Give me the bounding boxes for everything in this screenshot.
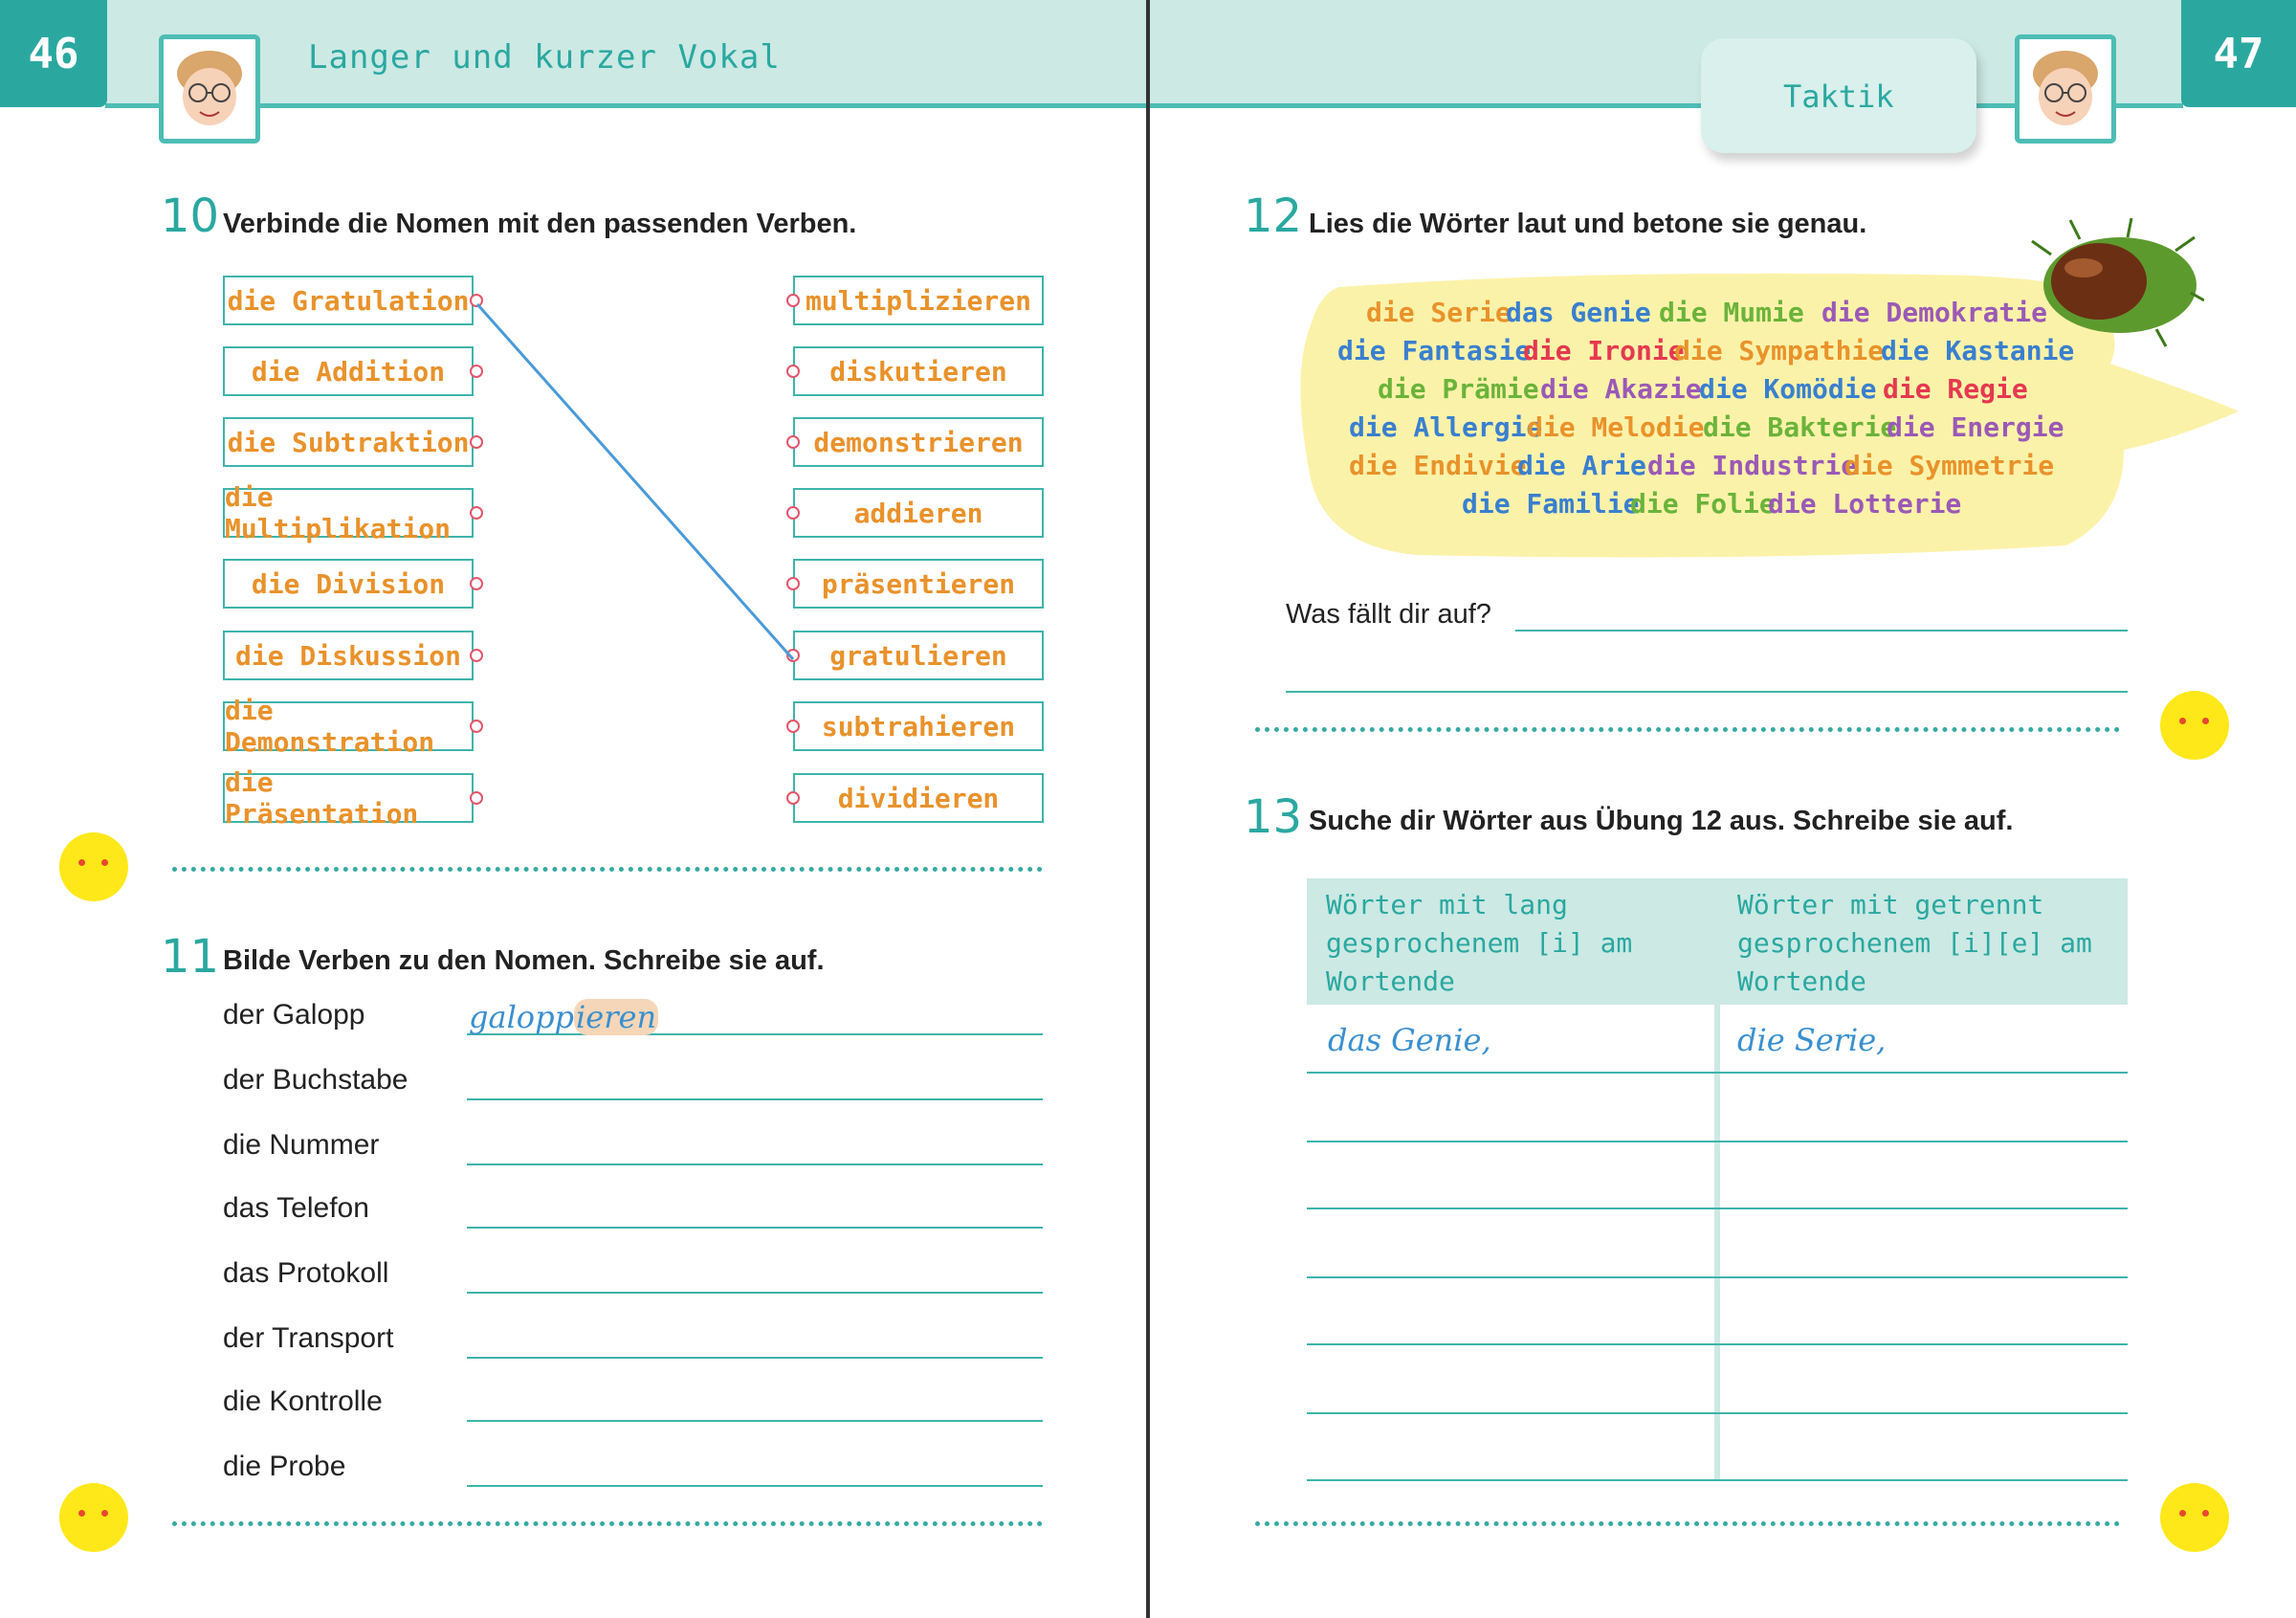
table-row-line[interactable] [1307, 1141, 2128, 1142]
header-line: Wortende [1326, 965, 1455, 997]
cloud-word: die Endivie [1349, 450, 1527, 481]
cloud-word: das Genie [1506, 297, 1651, 328]
cloud-word: die Kastanie [1881, 335, 2075, 366]
writing-line[interactable] [467, 1098, 1043, 1100]
col1-example-answer: das Genie, [1328, 1022, 1491, 1058]
smiley-icon [2160, 1483, 2229, 1552]
chapter-title: Langer und kurzer Vokal [308, 38, 781, 77]
verb-box[interactable]: präsentieren [793, 559, 1044, 609]
example-answer [469, 999, 658, 1035]
header-line: Wörter mit getrennt [1737, 889, 2044, 920]
writing-line[interactable] [467, 1485, 1043, 1487]
verb-box[interactable]: demonstrieren [793, 417, 1044, 467]
example-answer-stem: galopp [469, 999, 575, 1035]
page-number-left: 46 [0, 0, 107, 107]
noun-box[interactable]: die Demonstration [223, 701, 474, 751]
header-line: Wortende [1737, 965, 1866, 997]
cloud-word: die Industrie [1647, 450, 1858, 481]
header-line: gesprochenem [i][e] am [1737, 927, 2092, 959]
exercise-13-number: 13 [1244, 790, 1303, 844]
writing-line[interactable] [467, 1227, 1043, 1229]
noun-label: die Nummer [223, 1129, 380, 1161]
tactic-bubble [1701, 38, 1976, 153]
smiley-icon [2160, 691, 2229, 760]
writing-line[interactable] [467, 1420, 1043, 1422]
cloud-word: die Akazie [1540, 373, 1702, 405]
verb-box[interactable]: diskutieren [793, 346, 1044, 396]
answer-line-2[interactable] [1286, 691, 2128, 693]
divider-dotted-right-1 [1255, 727, 2120, 732]
noun-label: der Galopp [223, 999, 365, 1031]
table-header-col1-text [1326, 886, 1632, 1001]
page-number-right: 47 [2181, 0, 2296, 107]
table-column-divider [1714, 878, 1720, 1481]
col2-example-answer: die Serie, [1737, 1022, 1887, 1058]
noun-label: das Protokoll [223, 1257, 389, 1289]
noun-box[interactable]: die Diskussion [223, 631, 474, 680]
table-row-line[interactable] [1307, 1343, 2128, 1345]
writing-line[interactable] [467, 1164, 1043, 1165]
cloud-word: die Komödie [1699, 373, 1877, 405]
cloud-word: die Energie [1887, 411, 2064, 443]
cloud-word: die Regie [1883, 373, 2028, 405]
divider-dotted-left-1 [172, 867, 1043, 872]
tactic-label: Taktik [1783, 78, 1894, 115]
table-row-line[interactable] [1307, 1072, 2128, 1074]
divider-dotted-left-2 [172, 1521, 1043, 1526]
cloud-word: die Symmetrie [1844, 450, 2055, 481]
divider-dotted-right-2 [1255, 1521, 2120, 1526]
table-row-line[interactable] [1307, 1276, 2128, 1278]
cloud-word: die Folie [1630, 488, 1776, 520]
header-line: gesprochenem [i] am [1326, 927, 1633, 959]
noun-box[interactable]: die Subtraktion [223, 417, 474, 467]
cloud-word: die Serie [1366, 297, 1512, 328]
table-row-line[interactable] [1307, 1479, 2128, 1481]
noun-box[interactable]: die Präsentation [223, 773, 474, 823]
noun-label: der Buchstabe [223, 1064, 408, 1096]
matching-line [0, 0, 1148, 861]
cloud-word: die Ironie [1523, 335, 1685, 366]
header-line: Wörter mit lang [1326, 889, 1568, 920]
smiley-icon [59, 1483, 128, 1552]
verb-box[interactable]: addieren [793, 488, 1044, 538]
writing-line[interactable] [467, 1357, 1043, 1359]
table-row-line[interactable] [1307, 1208, 2128, 1209]
cloud-word: die Lotterie [1768, 488, 1962, 520]
cloud-word: die Demokratie [1821, 297, 2048, 328]
exercise-12-instruction: Lies die Wörter laut und betone sie genau. [1309, 209, 1867, 239]
answer-line-1[interactable] [1515, 630, 2128, 632]
cloud-word: die Familie [1462, 488, 1640, 520]
cloud-word: die Sympathie [1674, 335, 1885, 366]
table-row-line[interactable] [1307, 1412, 2128, 1414]
cloud-word: die Bakterie [1703, 411, 1897, 443]
exercise-12-number: 12 [1244, 189, 1303, 243]
noun-label: der Transport [223, 1322, 394, 1354]
smiley-icon [59, 832, 128, 901]
noun-box[interactable]: die Division [223, 559, 474, 609]
verb-box[interactable]: multiplizieren [793, 276, 1044, 325]
noun-box[interactable]: die Multiplikation [223, 488, 474, 538]
exercise-10-instruction: Verbinde die Nomen mit den passenden Verben. [223, 209, 857, 239]
noun-box[interactable]: die Addition [223, 346, 474, 396]
writing-line[interactable] [467, 1292, 1043, 1294]
exercise-11-instruction: Bilde Verben zu den Nomen. Schreibe sie auf. [223, 945, 825, 976]
exercise-11-number: 11 [161, 930, 220, 984]
cloud-word: die Allergie [1349, 411, 1543, 443]
noun-box[interactable]: die Gratulation [223, 276, 474, 325]
cloud-word: die Mumie [1659, 297, 1804, 328]
question-label: Was fällt dir auf? [1286, 599, 1491, 630]
cloud-word: die Arie [1517, 450, 1646, 481]
example-answer-ending: ieren [576, 999, 657, 1035]
noun-label: das Telefon [223, 1192, 369, 1224]
table-header-col2-text [1737, 886, 2092, 1001]
exercise-10-number: 10 [161, 189, 220, 243]
cloud-word: die Melodie [1527, 411, 1705, 443]
exercise-13-instruction: Suche dir Wörter aus Übung 12 aus. Schreibe sie auf. [1309, 806, 2014, 836]
cloud-word: die Fantasie [1337, 335, 1532, 366]
noun-label: die Probe [223, 1451, 346, 1482]
noun-label: die Kontrolle [223, 1385, 383, 1417]
verb-box[interactable]: dividieren [793, 773, 1044, 823]
cloud-word: die Prämie [1378, 373, 1539, 405]
chestnut-icon [2013, 216, 2204, 350]
verb-box[interactable]: gratulieren [793, 631, 1044, 680]
tutor-avatar-right-icon [2015, 34, 2116, 144]
verb-box[interactable]: subtrahieren [793, 701, 1044, 751]
